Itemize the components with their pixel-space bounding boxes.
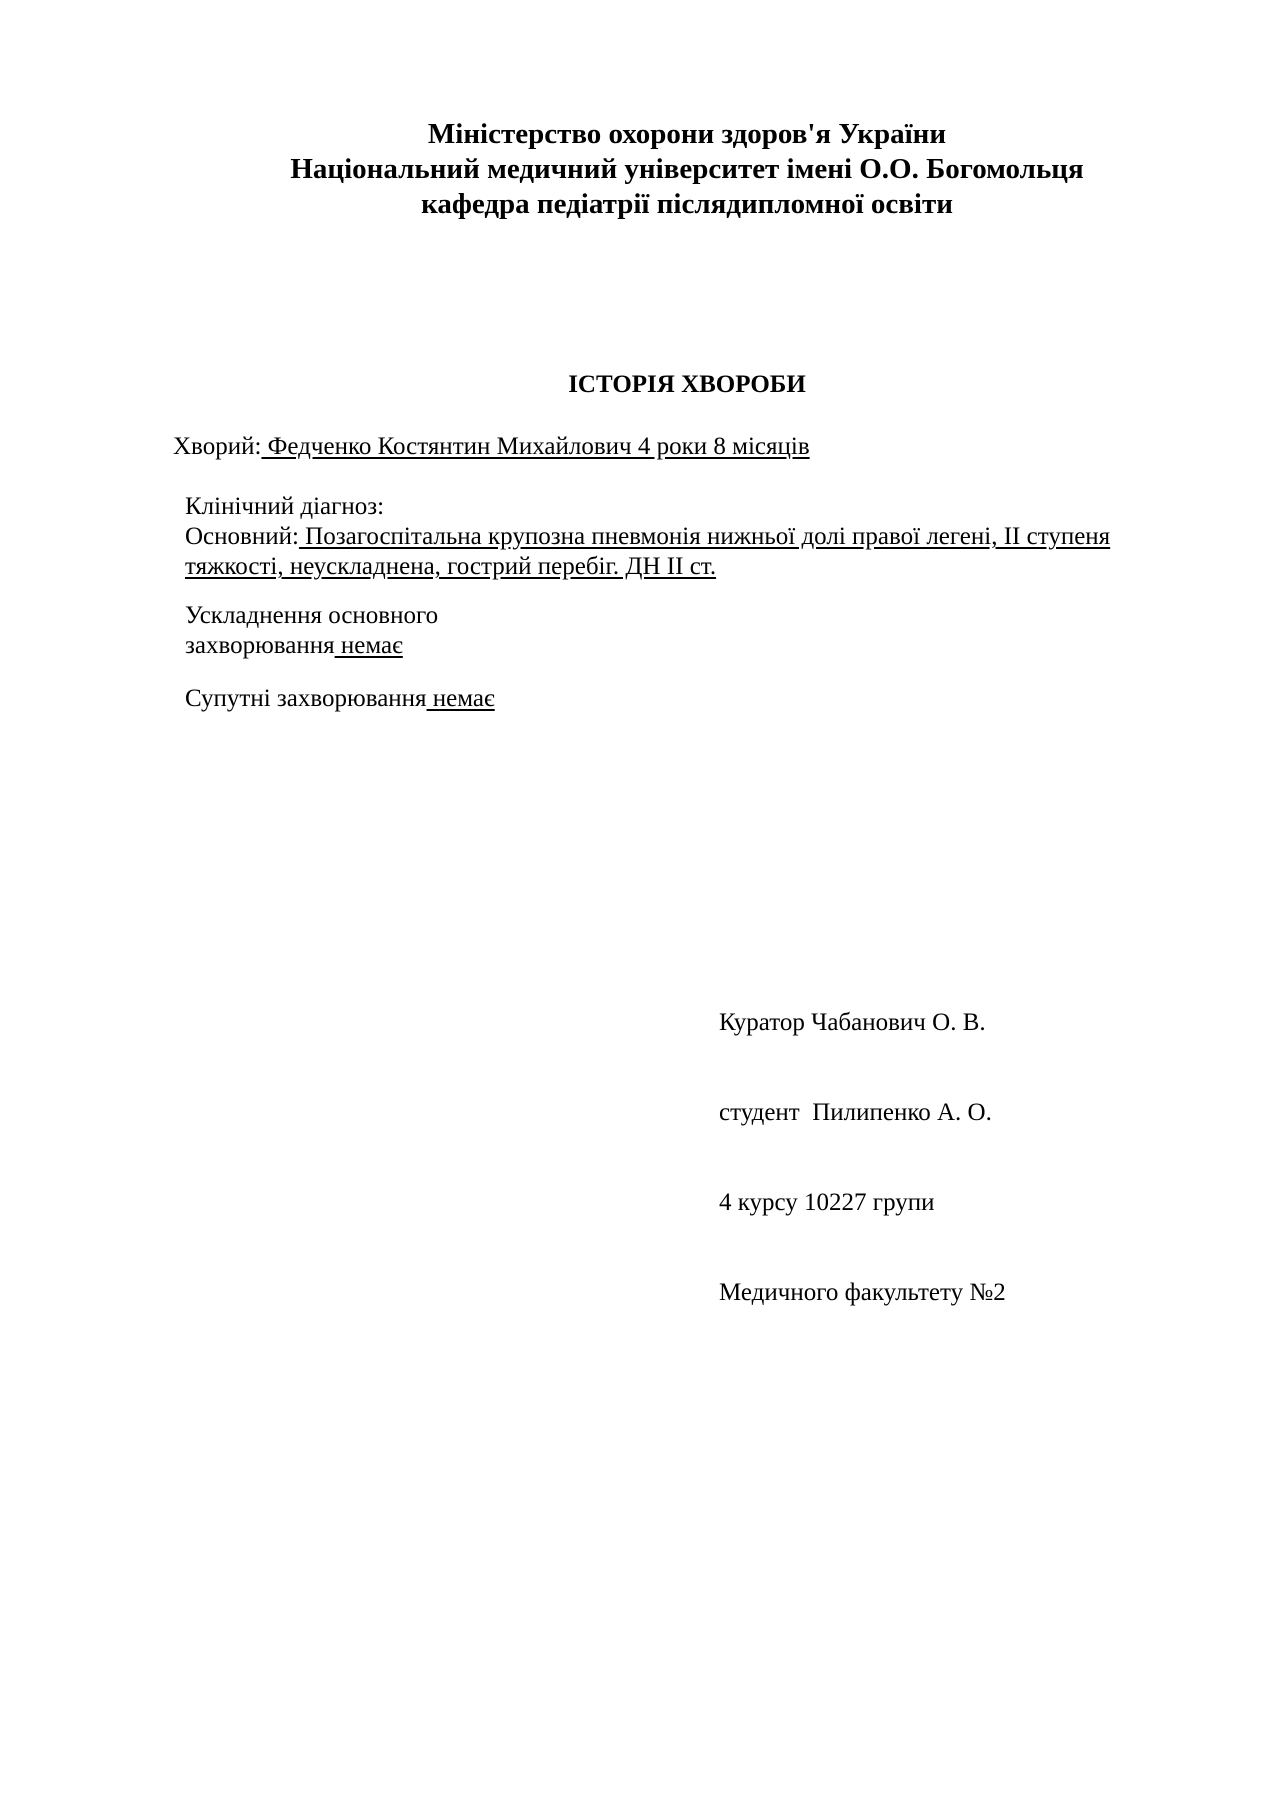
main-diagnosis-text-2: тяжкості, неускладнена, гострий перебіг. ДН II ст. (185, 553, 717, 580)
concomitant-section (185, 684, 495, 714)
clinical-diagnosis (185, 492, 1185, 582)
ministry-line: Міністерство охорони здоров'я України (427, 118, 947, 150)
complications-line (185, 631, 438, 661)
complications-value: немає (334, 632, 403, 659)
student-line: студент Пилипенко А. О. (719, 1099, 992, 1126)
faculty-line: Медичного факультету №2 (719, 1279, 1006, 1306)
patient-line (173, 432, 810, 462)
complications-label: захворювання (185, 632, 335, 659)
diagnosis-heading: Клінічний діагноз: (185, 493, 385, 520)
main-diagnosis-text-1: Позагоспітальна крупозна пневмонія нижньої долі правої легені, II ступеня (298, 523, 1111, 550)
patient-value: Федченко Костянтин Михайлович 4 роки 8 місяців (261, 433, 810, 460)
main-diagnosis-line (185, 522, 1185, 552)
document-title: ІСТОРІЯ ХВОРОБИ (568, 371, 806, 398)
concomitant-label: Супутні захворювання (185, 685, 427, 712)
course-line: 4 курсу 10227 групи (719, 1189, 935, 1216)
curator-line: Куратор Чабанович О. В. (719, 1009, 986, 1036)
university-line: Національний медичний університет імені О.О. Богомольця (290, 153, 1084, 185)
concomitant-value: немає (426, 685, 495, 712)
patient-label: Хворий: (173, 433, 262, 460)
complications-heading: Ускладнення основного (185, 602, 439, 629)
complications-section (185, 601, 438, 661)
institution-header (0, 117, 1280, 222)
signature-block (719, 948, 1006, 1368)
department-line: кафедра педіатрії післядипломної освіти (421, 188, 953, 220)
main-diagnosis-label: Основний: (185, 523, 299, 550)
main-diagnosis-continuation (185, 552, 1185, 582)
